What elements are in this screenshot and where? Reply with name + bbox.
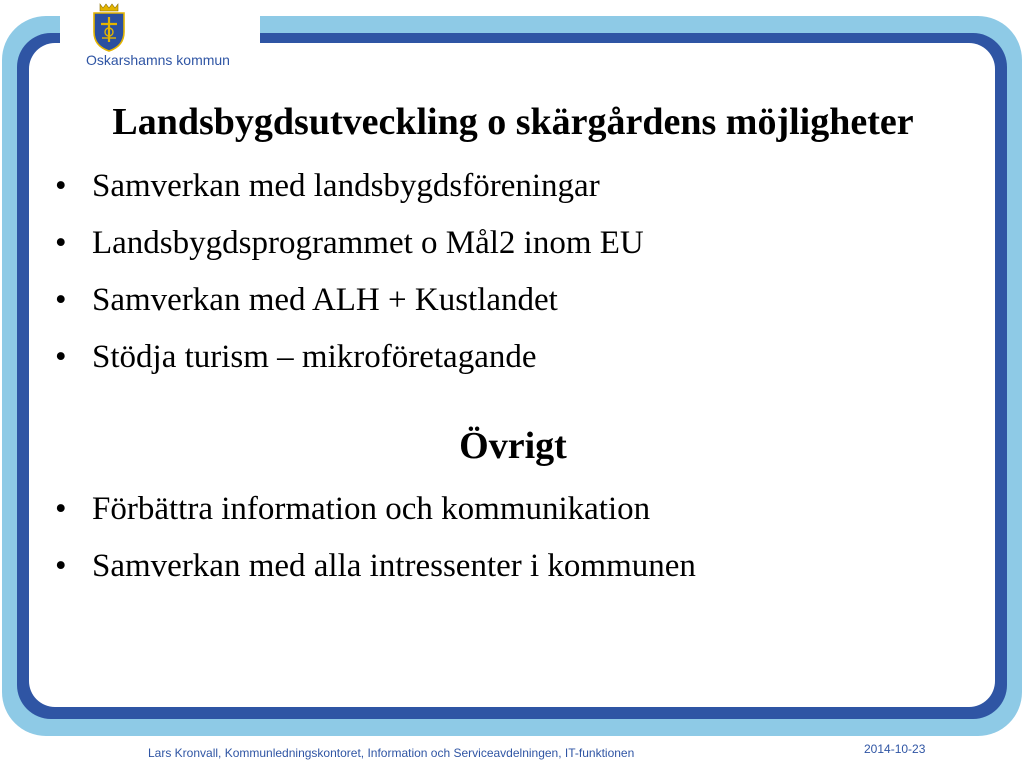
bullet-icon: • (55, 548, 67, 584)
list-item (55, 215, 644, 272)
bullet-list-other (55, 481, 696, 595)
footer-date: 2014-10-23 (864, 742, 926, 756)
bullet-icon: • (55, 225, 67, 261)
list-item (55, 481, 696, 538)
section-heading: Övrigt (459, 425, 567, 467)
bullet-icon: • (55, 168, 67, 204)
list-item-text: Stödja turism – mikroföretagande (92, 339, 537, 375)
list-item (55, 272, 644, 329)
organization-name: Oskarshamns kommun (86, 52, 230, 68)
bullet-icon: • (55, 339, 67, 375)
footer-author: Lars Kronvall, Kommunledningskontoret, Information och Serviceavdelningen, IT-funktionen (148, 746, 635, 760)
list-item-text: Förbättra information och kommunikation (92, 491, 651, 527)
bullet-list-main (55, 158, 644, 386)
list-item-text: Samverkan med alla intressenter i kommunen (92, 548, 696, 584)
slide-title: Landsbygdsutveckling o skärgårdens möjligheter (112, 101, 914, 143)
list-item-text: Landsbygdsprogrammet o Mål2 inom EU (92, 225, 644, 261)
bullet-icon: • (55, 491, 67, 527)
list-item-text: Samverkan med landsbygdsföreningar (92, 168, 600, 204)
list-item (55, 538, 696, 595)
coat-of-arms-icon (92, 2, 126, 52)
list-item (55, 158, 644, 215)
bullet-icon: • (55, 282, 67, 318)
list-item (55, 329, 644, 386)
list-item-text: Samverkan med ALH + Kustlandet (92, 282, 558, 318)
